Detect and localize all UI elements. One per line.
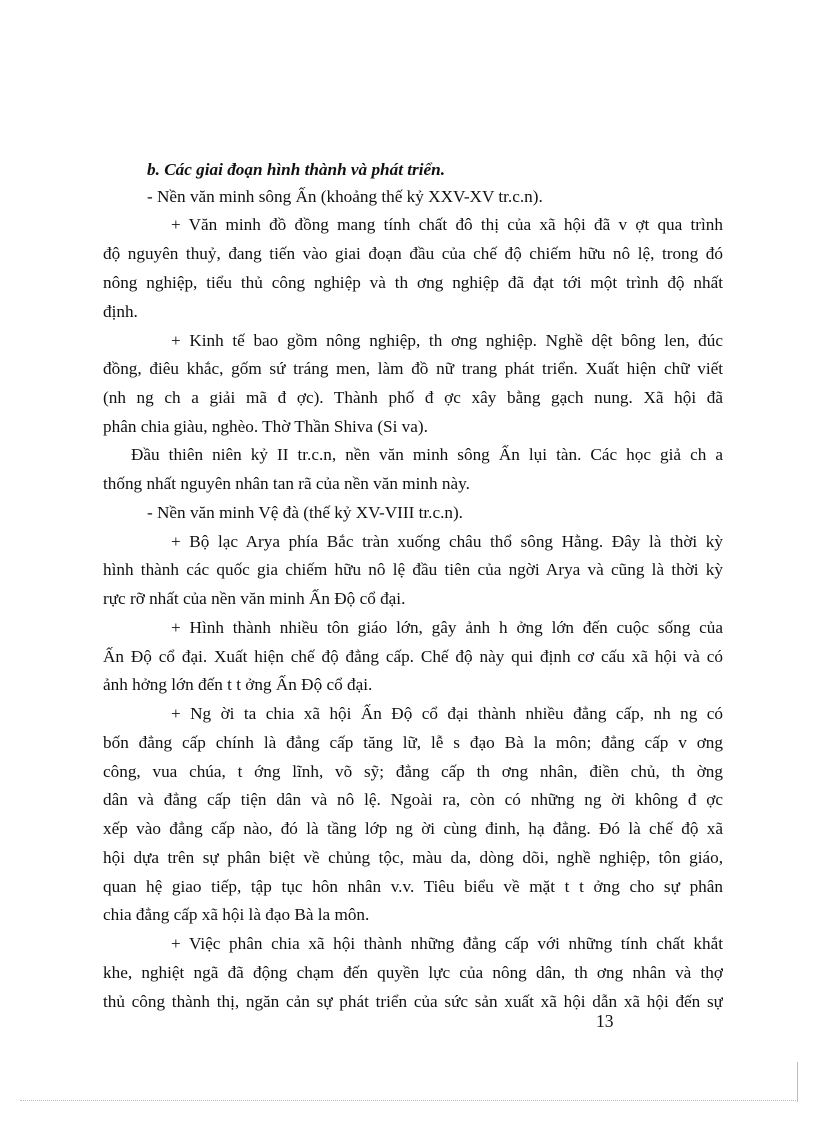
text-line: Đầu thiên niên kỷ II tr.c.n, nền văn minh sông Ấn lụi tàn. Các học giả ch a [131, 445, 723, 464]
text-line: ảnh hởng lớn đến t t ởng Ấn Độ cổ đại. [103, 675, 373, 694]
text-line: nông nghiệp, tiểu thủ công nghiệp và th ơng nghiệp đã đạt tới một trình độ nhất [103, 273, 723, 292]
text-line: hội dựa trên sự phân biệt về chủng tộc, màu da, dòng dõi, nghề nghiệp, tôn giáo, [103, 848, 723, 867]
text-line: hình thành các quốc gia chiếm hữu nô lệ đầu tiên của ngời Arya và cũng là thời kỳ [103, 560, 723, 579]
text-line: + Việc phân chia xã hội thành những đẳng cấp với những tính chất khắt [171, 934, 723, 953]
text-line: thống nhất nguyên nhân tan rã của nền văn minh này. [103, 474, 470, 493]
text-line: đồng, điêu khắc, gốm sứ tráng men, làm đồ nữ trang phát triển. Xuất hiện chữ viết [103, 359, 723, 378]
text-line: + Bộ lạc Arya phía Bắc tràn xuống châu thổ sông Hằng. Đây là thời kỳ [171, 532, 723, 551]
page-bottom-rule [20, 1100, 796, 1101]
text-line: khe, nghiệt ngã đã động chạm đến quyền lực của nông dân, th ơng nhân và thợ [103, 963, 723, 982]
text-line: độ nguyên thuỷ, đang tiến vào giai đoạn đầu của chế độ chiếm hữu nô lệ, trong đó [103, 244, 723, 263]
text-line: dân và đẳng cấp tiện dân và nô lệ. Ngoài ra, còn có những ng ời không đ ợc [103, 790, 723, 809]
text-line: rực rỡ nhất của nền văn minh Ấn Độ cổ đại. [103, 589, 406, 608]
text-line: xếp vào đẳng cấp nào, đó là tầng lớp ng ời cùng đinh, hạ đẳng. Đó là chế độ xã [103, 819, 723, 838]
text-line: công, vua chúa, t ớng lĩnh, võ sỹ; đẳng cấp th ơng nhân, điền chủ, th ờng [103, 762, 723, 781]
text-line: thủ công thành thị, ngăn cản sự phát triển của sức sản xuất xã hội dẫn xã hội đến sự [103, 992, 723, 1011]
text-line: + Ng ời ta chia xã hội Ấn Độ cổ đại thành nhiều đẳng cấp, nh ng có [171, 704, 723, 723]
text-line: định. [103, 302, 138, 321]
text-line: quan hệ giao tiếp, tập tục hôn nhân v.v. Tiêu biểu về mặt t t ởng cho sự phân [103, 877, 723, 896]
text-line: Ấn Độ cổ đại. Xuất hiện chế độ đẳng cấp. Chế độ này qui định cơ cấu xã hội và có [103, 647, 723, 666]
section-heading: b. Các giai đoạn hình thành và phát triển. [147, 160, 445, 179]
text-line: phân chia giàu, nghèo. Thờ Thần Shiva (Si va). [103, 417, 428, 436]
text-line: - Nền văn minh Vệ đà (thế kỷ XV-VIII tr.c.n). [147, 503, 463, 522]
text-line: (nh ng ch a giải mã đ ợc). Thành phố đ ợc xây bằng gạch nung. Xã hội đã [103, 388, 723, 407]
page-corner-mark [797, 1062, 798, 1102]
page-number: 13 [596, 1011, 614, 1031]
text-line: + Kinh tế bao gồm nông nghiệp, th ơng nghiệp. Nghề dệt bông len, đúc [171, 331, 723, 350]
text-line: + Hình thành nhiều tôn giáo lớn, gây ảnh h ởng lớn đến cuộc sống của [171, 618, 723, 637]
text-line: bốn đẳng cấp chính là đẳng cấp tăng lữ, lễ s đạo Bà la môn; đẳng cấp v ơng [103, 733, 723, 752]
text-line: chia đẳng cấp xã hội là đạo Bà la môn. [103, 905, 370, 924]
text-line: + Văn minh đồ đồng mang tính chất đô thị của xã hội đã v ợt qua trình [171, 215, 723, 234]
text-line: - Nền văn minh sông Ấn (khoảng thế kỷ XXV-XV tr.c.n). [147, 187, 543, 206]
